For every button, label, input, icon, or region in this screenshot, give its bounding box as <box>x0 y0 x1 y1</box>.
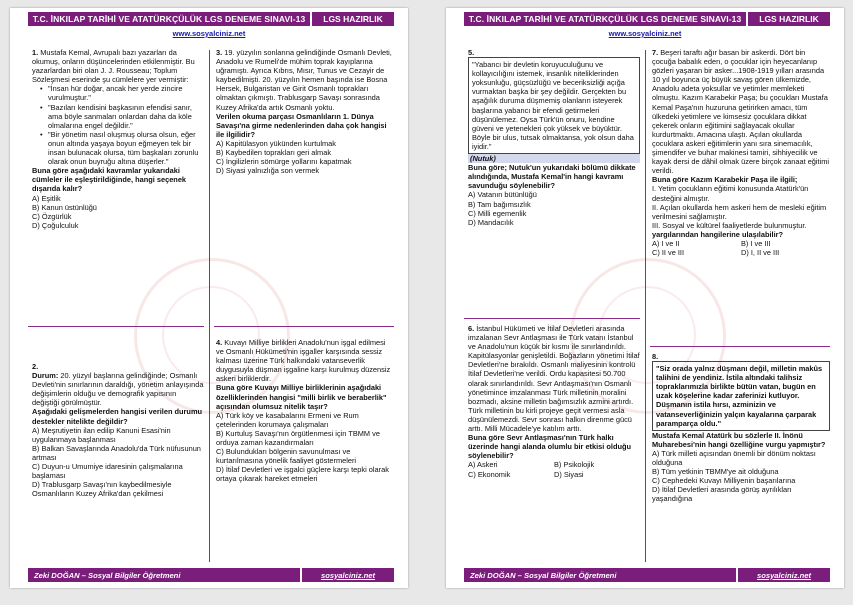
question-stem: Buna göre Sevr Antlaşması'nın Türk halkı üzerinde hangi alanda olumlu bir etkisi olduğu söylenebilir? <box>468 433 632 461</box>
option-d[interactable]: D) Mandacılık <box>468 217 514 227</box>
question-stem: Buna göre; Nutuk'un yukarıdaki bölümü dikkate alındığında, Mustafa Kemal'in hangi kavramı savunduğu söylenebilir? <box>468 163 636 191</box>
situation-label: Durum: <box>32 371 59 381</box>
question-intro: 19. yüzyılın sonlarına gelindiğinde Osmanlı Devleti, Anadolu ve Rumeli'de mühim toprak kayıplarına uğramıştı. Ayrıca Kıbrıs, Mısır, Tunus ve Cezayir de kaybedilmişti. 20. yüzyılın hemen başında ise Bosna Hersek, Bulgaristan ve Girit Osmanlı toprakları olmaktan çıkmıştı. Trablusgarp Savaşı sonrasında Kuzey Afrika'da artık Osmanlı yoktu. <box>216 48 392 112</box>
exam-badge: LGS HAZIRLIK <box>748 12 830 26</box>
question-intro: İstanbul Hükümeti ve İtilaf Devletleri arasında imzalanan Sevr Antlaşması ile Türk vatanı İstanbul ve Anadolu'nun küçük bir kısmı ile sınırlandırıldı. Kapitülasyonlar genişletildi. Boğazların yönetimi İtilaf Devletleri'ne bırakıldı. Osmanlı maliyesinin kontrolü İtilaf Devletleri'ne verildi. Ordu kapasitesi 50.700 olarak sınırlandırıldı. Sevr Antlaşması'nın Osmanlı yönetimince imzalanması Türk milletinin moralini bozmadı, aksine milletin bağımsızlık azmini artırdı. Türk milletinin bu kirli projeye geçit vermesi asla düşünülemezdi. Sevr sonrası halkın direnme gücü arttı. Milli Mücadele'ye katılım arttı. <box>468 324 640 434</box>
option-a[interactable]: A) Meşrutiyetin ilan edilip Kanuni Esasi'nin uygulanmaya başlanması <box>32 425 171 444</box>
question-stem: Aşağıdaki gelişmelerden hangisi verilen durumu destekler nitelikte değildir? <box>32 407 203 426</box>
option-row <box>652 248 830 257</box>
footer-site-link[interactable]: sosyalciniz.net <box>738 568 830 582</box>
question-6 <box>468 324 640 479</box>
option-row <box>652 239 830 248</box>
statement-2: II. Açılan okullarda hem askeri hem de mesleki eğitim verilmesini sağlamıştır. <box>652 202 827 221</box>
site-link[interactable]: www.sosyalciniz.net <box>608 29 682 38</box>
question-divider <box>214 326 394 327</box>
option-d[interactable]: D) İtilaf Devletleri arasında görüş ayrılıkları yaşandığına <box>652 485 792 504</box>
question-number: 4. <box>216 338 223 347</box>
question-intro: 20. yüzyıl başlarına gelindiğinde; Osmanlı Devleti'nin sınırlarının daraldığı, yönetim anlayışında değişimlerin olduğu ve demografik yapısının değiştiği görülmüştür. <box>32 371 204 408</box>
question-2 <box>32 362 204 498</box>
option-b[interactable]: B) Kaybedilen toprakları geri almak <box>216 148 332 158</box>
page-header <box>28 12 394 26</box>
option-row <box>468 460 640 469</box>
question-divider <box>464 318 640 319</box>
option-a[interactable]: A) I ve II <box>652 238 680 248</box>
statement-3: III. Sosyal ve kültürel faaliyetlerde bulunmuştur. <box>652 220 807 230</box>
question-stem: Mustafa Kemal Atatürk bu sözlerle II. İnönü Muharebesi'nin hangi özelliğine vurgu yapmıştır? <box>652 430 826 449</box>
question-5 <box>468 48 640 227</box>
question-intro: Mustafa Kemal, Avrupalı bazı yazarları da okumuş, onların düşüncelerinden etkilenmiştir. Bu yazarlardan biri olan J. J. Rousseau; Toplum Sözleşmesi eserinde şu cümlelere yer vermiştir: <box>32 48 195 85</box>
option-a[interactable]: A) Vatanın bütünlüğü <box>468 190 537 200</box>
option-row <box>468 470 640 479</box>
option-c[interactable]: C) Bulundukları bölgenin savunulması ve kurtarılmasına yönelik faaliyet göstermeleri <box>216 447 357 466</box>
question-8 <box>652 352 830 504</box>
page-footer <box>464 568 830 582</box>
question-number: 6. <box>468 324 475 333</box>
option-c[interactable]: C) II ve III <box>652 248 685 258</box>
author-label: Zeki DOĞAN – Sosyal Bilgiler Öğretmeni <box>464 568 736 582</box>
option-c[interactable]: C) Özgürlük <box>32 211 72 221</box>
option-b[interactable]: B) Psikolojik <box>554 460 595 470</box>
exam-badge: LGS HAZIRLIK <box>312 12 394 26</box>
quote-item: • "Bazıları kendisini başkasının efendisi sanır, ama böyle sanmaları onlardan daha da köle olmalarına engel değildir." <box>42 103 204 130</box>
option-d[interactable]: D) Trablusgarp Savaşı'nın kaybedilmesiyle Osmanlıların Kuzey Afrika'dan çekilmesi <box>32 480 172 499</box>
question-intro: Kuvayı Milliye birlikleri Anadolu'nun işgal edilmesi ve Osmanlı Hükümeti'nin işgaller karşısında sessiz kalması üzerine Türk halkındaki vatanseverlik duygusuyla düşman işgaline karşı kurulmuş düzensiz askeri birliklerdir. <box>216 338 391 384</box>
quote-text: "Yabancı bir devletin koruyuculuğunu ve kollayıcılığını istemek, insanlık niteliklerinden yoksunluğu, güçsüzlüğü ve beceriksizliği açığa vurmaktan başka bir şey değildir. Gerçekten bu aşağılık duruma düşmemiş olanların isteyerek başlarına yabancı bir efendi getirmeleri düşünülemez. Oysa Türk'ün onuru, kendine güveni ve yetenekleri çok yüksek ve büyüktür. Böyle bir ulus, tutsak olmaktansa, yok olsun daha iyidir." <box>472 60 634 151</box>
option-c[interactable]: C) Ekonomik <box>468 469 511 479</box>
option-b[interactable]: B) Kanun üstünlüğü <box>32 202 97 212</box>
option-c[interactable]: C) İngilizlerin sömürge yollarını kapatmak <box>216 157 352 167</box>
quote-item: • "Bir yönetim nasıl oluşmuş olursa olsun, eğer onun altında yaşaya boyun eğmeyen tek bir insan bulunacak olursa, tüm başkaları zorunlu olarak onun buyruğu altına düşerler." <box>42 130 204 166</box>
left-page <box>10 8 408 588</box>
option-b[interactable]: B) Balkan Savaşlarında Anadolu'da Türk nüfusunun artması <box>32 443 201 462</box>
exam-title: T.C. İNKILAP TARİHİ VE ATATÜRKÇÜLÜK LGS DENEME SINAVI-13 <box>28 12 310 26</box>
option-b[interactable]: B) I ve III <box>741 238 771 248</box>
option-d[interactable]: D) İtilaf Devletleri ve işgalci güçlere karşı tepki olarak ortaya çıkarak hareket etmeleri <box>216 465 389 484</box>
question-number: 5. <box>468 48 475 57</box>
page-footer <box>28 568 394 582</box>
question-4 <box>216 338 394 484</box>
footer-site-link[interactable]: sosyalciniz.net <box>302 568 394 582</box>
question-1 <box>32 48 204 230</box>
statement-1: I. Yetim çocukların eğitimi konusunda Atatürk'ün desteğini almıştır. <box>652 184 809 203</box>
question-intro: Beşeri taraftı ağır basan bir askerdi. Dört bin çocuğa babalık eden, o çocuklar için heyecanlanıp gözleri yaşaran bir asker...1908-1919 yılları arasında 10 yıl boyunca üç büyük savaş gören ülkemizde, Anadolu adeta yoksullar ve yetimler memleketi olmuştu. Kazım Karabekir Paşa; bu çocukları Mustafa Kemal Paşa'nın huzuruna getirirken amacı, tüm ülkedeki yetimlere ve kimsesiz çocuklara dikkat çekerek onların eğitimini sağlayacak okullar kurdurtmaktı. Amacına ulaştı. Açılan okullarda çocuklara askeri eğitimlerin yanı sıra sinemacılık, şimendifer ve buhar makinesi tamiri, sihhiyecilik ve kayak dersi de dâhil olmak üzere birçok zanaat eğitimi verildi. <box>652 48 830 176</box>
option-d[interactable]: D) Çoğulculuk <box>32 220 79 230</box>
column-divider <box>209 50 210 562</box>
author-label: Zeki DOĞAN – Sosyal Bilgiler Öğretmeni <box>28 568 300 582</box>
site-link[interactable]: www.sosyalciniz.net <box>172 29 246 38</box>
option-d[interactable]: D) I, II ve III <box>741 248 780 258</box>
question-stem: Verilen okuma parçası Osmanlıların 1. Dünya Savaşı'na girme nedenlerinden daha çok hangisi ile ilgilidir? <box>216 111 387 139</box>
quote-list <box>32 84 204 166</box>
question-number: 8. <box>652 352 659 361</box>
quote-source: (Nutuk) <box>468 154 640 163</box>
option-a[interactable]: A) Askeri <box>468 460 498 470</box>
question-ask: yargılarından hangilerine ulaşılabilir? <box>652 229 784 239</box>
question-number: 3. <box>216 48 223 57</box>
exam-title: T.C. İNKILAP TARİHİ VE ATATÜRKÇÜLÜK LGS DENEME SINAVI-13 <box>464 12 746 26</box>
option-a[interactable]: A) Eşitlik <box>32 193 61 203</box>
option-b[interactable]: B) Tam bağımsızlık <box>468 199 531 209</box>
option-b[interactable]: B) Kurtuluş Savaşı'nın örgütlenmesi için TBMM ve orduya zaman kazandırmaları <box>216 428 380 448</box>
option-c[interactable]: C) Cephedeki Kuvayı Milliyenin başarılarına <box>652 476 796 486</box>
question-divider <box>28 326 204 327</box>
quote-text: "Siz orada yalnız düşmanı değil, milletin makûs talihini de yendiniz. İstila altındaki talihsiz topraklarımızla birlikte bütün vatan, bugün en uzak köşelerine kadar zaferinizi kutluyor. Düşmanın istila hırsı, azminizin ve vatanseverliğinizin yalçın kayalarına çarparak paramparça oldu." <box>656 364 823 428</box>
question-7 <box>652 48 830 257</box>
right-page <box>446 8 844 588</box>
option-d[interactable]: D) Siyasi yalnızlığa son vermek <box>216 166 320 176</box>
question-stem: Buna göre Kuvayı Milliye birliklerinin aşağıdaki özelliklerinden hangisi "milli birlik ve beraberlik" açısından olumsuz nitelik taşır? <box>216 383 387 411</box>
question-divider <box>650 346 830 347</box>
option-a[interactable]: A) Kapitülasyon yükünden kurtulmak <box>216 138 336 148</box>
option-c[interactable]: C) Milli egemenlik <box>468 208 527 218</box>
page-header <box>464 12 830 26</box>
question-number: 1. <box>32 48 39 57</box>
option-a[interactable]: A) Türk milleti açısından önemli bir dönüm noktası olduğuna <box>652 448 816 468</box>
quote-box <box>652 361 830 431</box>
option-a[interactable]: A) Türk köy ve kasabalarını Ermeni ve Rum çetelerinden korumaya çalışmaları <box>216 410 359 429</box>
option-c[interactable]: C) Duyun-u Umumiye idaresinin çalışmalarına başlaması <box>32 462 183 481</box>
option-b[interactable]: B) Tüm yetkinin TBMM'ye ait olduğuna <box>652 467 779 477</box>
question-number: 7. <box>652 48 659 57</box>
question-stem: Buna göre Kazım Karabekir Paşa ile ilgili; <box>652 175 798 185</box>
question-number: 2. <box>32 362 39 371</box>
quote-item: • "İnsan hür doğar, ancak her yerde zincire vurulmuştur." <box>42 84 204 102</box>
question-stem: Buna göre aşağıdaki kavramlar yukarıdaki cümleler ile eşleştirildiğinde, hangi seçenek dışarıda kalır? <box>32 166 187 194</box>
quote-box <box>468 57 640 154</box>
option-d[interactable]: D) Siyasi <box>554 469 584 479</box>
question-3 <box>216 48 394 175</box>
column-divider <box>645 50 646 562</box>
